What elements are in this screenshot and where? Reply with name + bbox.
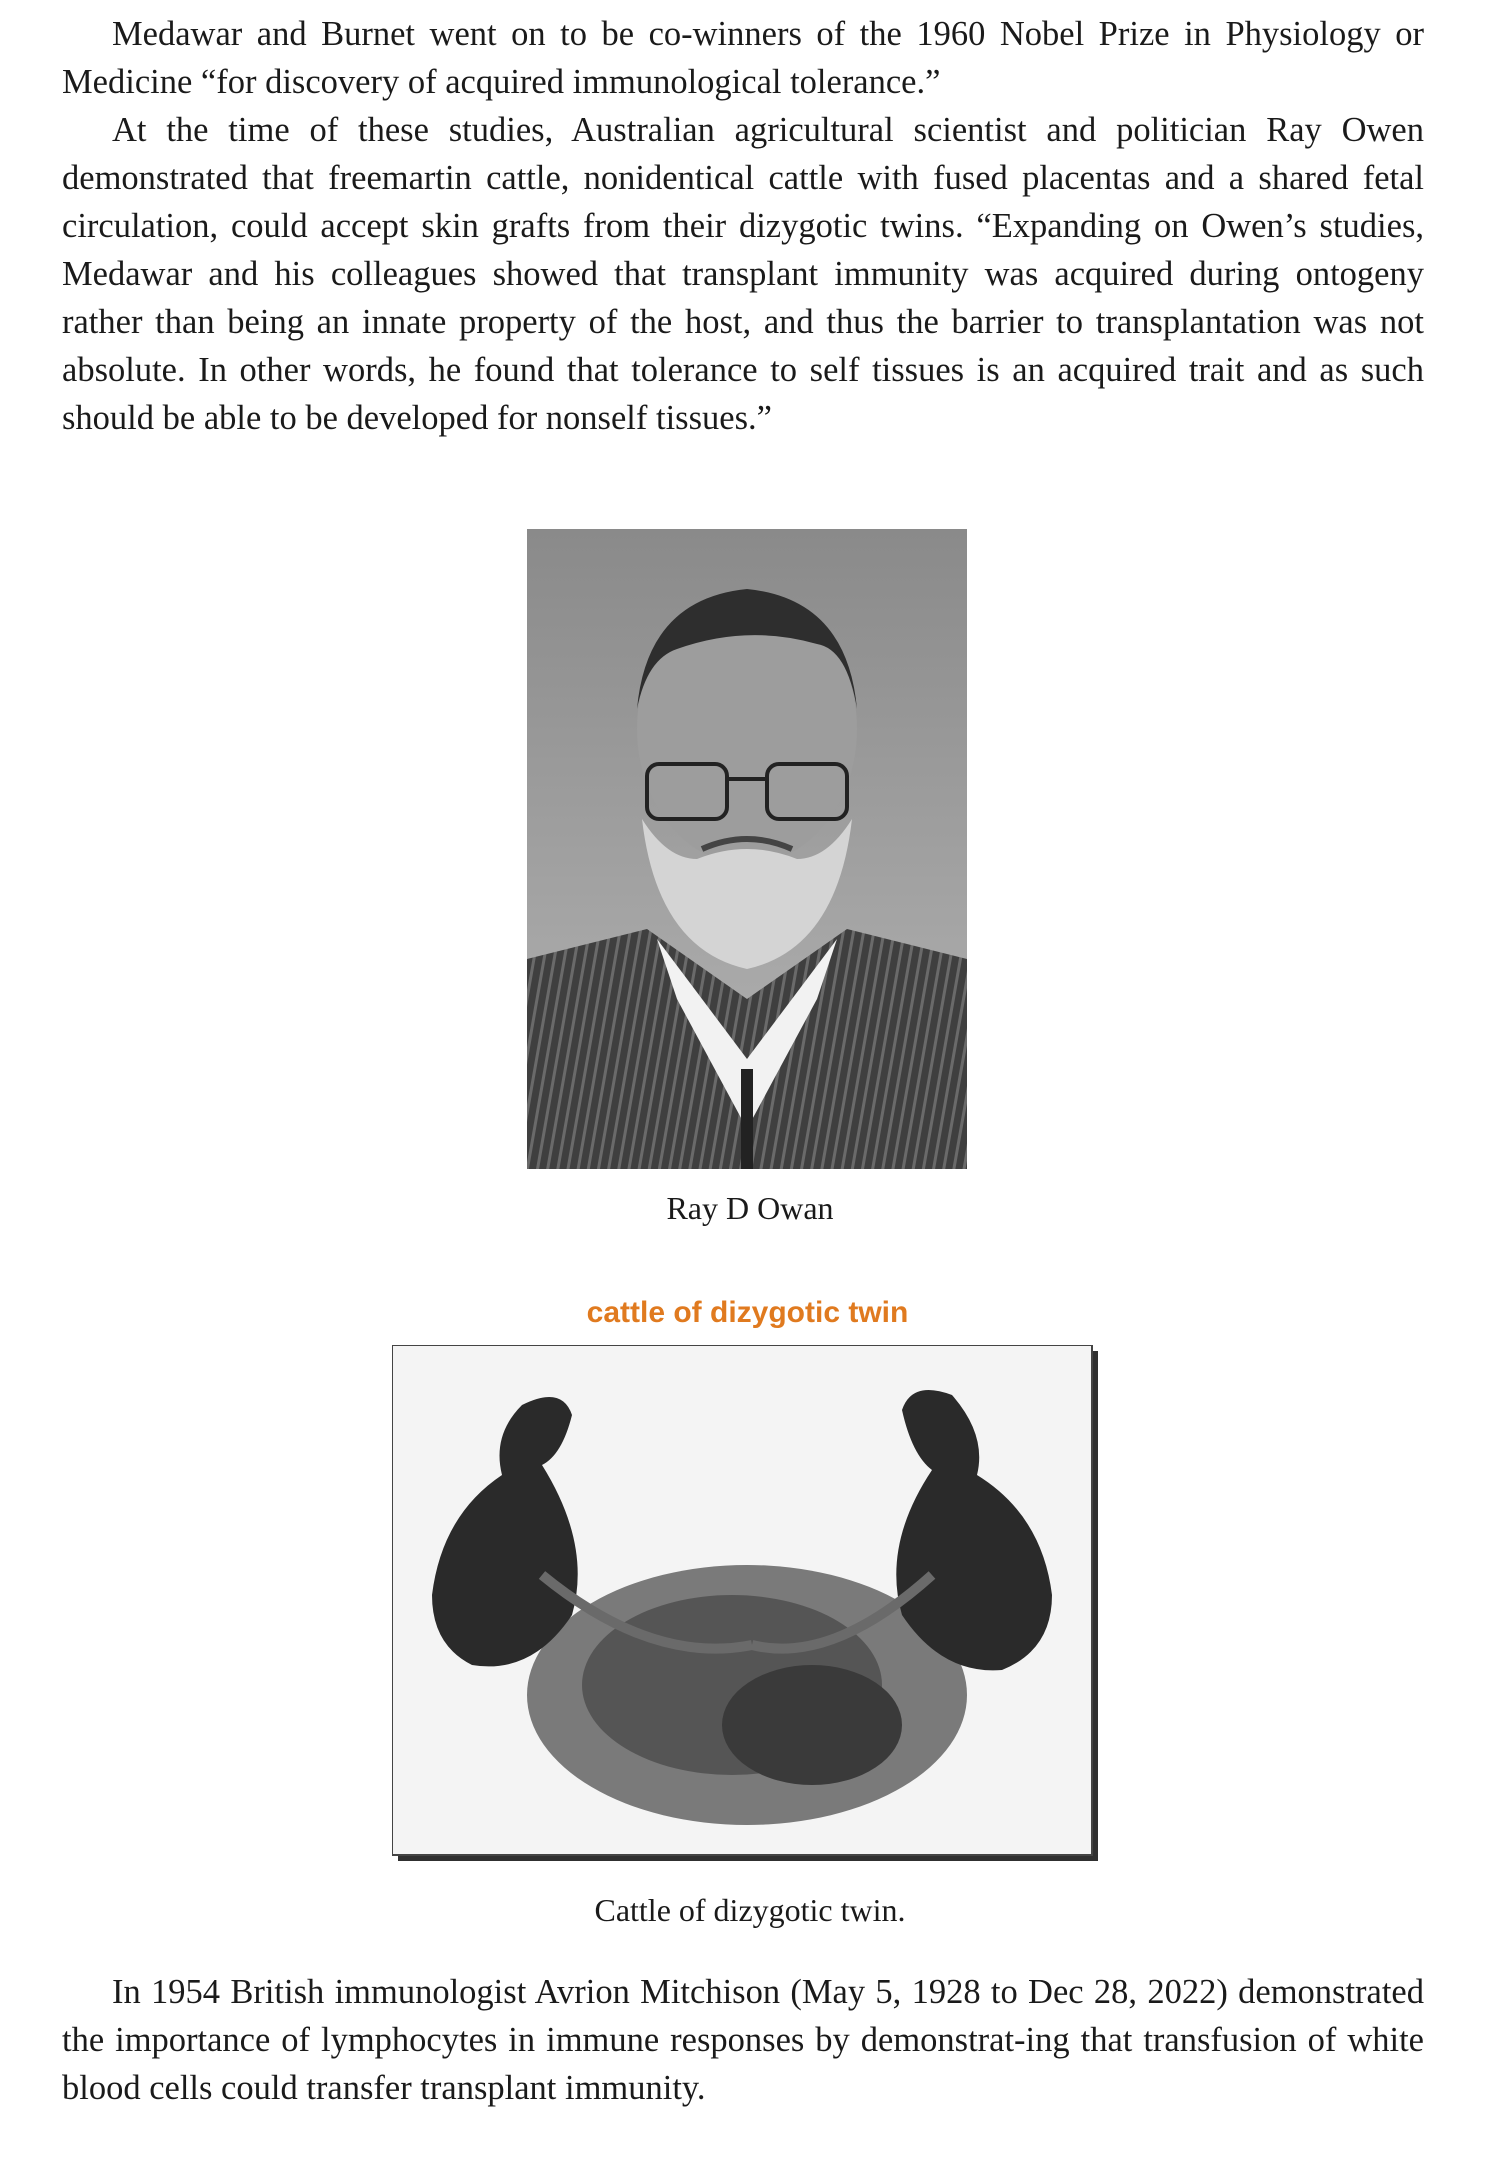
portrait-caption: Ray D Owan	[666, 1190, 834, 1226]
top-text	[62, 10, 1424, 442]
bottom-text	[62, 1968, 1424, 2112]
portrait-photo	[527, 529, 967, 1169]
paragraph-mitchison: In 1954 British immunologist Avrion Mitchison (May 5, 1928 to Dec 28, 2022) demonstrated the importance of lymphocytes in immune responses by demonstrat-ing that transfusion of white blood cells could transfer transplant immunity.	[62, 1973, 1424, 2107]
paragraph-nobel: Medawar and Burnet went on to be co-winners of the 1960 Nobel Prize in Physiology or Medicine “for discovery of acquired immunological tolerance.”	[62, 15, 1424, 101]
cattle-figure-title: cattle of dizygotic twin	[586, 1296, 909, 1329]
paragraph-owen: At the time of these studies, Australian agricultural scientist and politician Ray Owen demonstrated that freemartin cattle, nonidentical cattle with fused placentas and a shared fetal circulation, could accept skin grafts from their dizygotic twins. “Expanding on Owen’s studies, Medawar and his colleagues showed that transplant immunity was acquired during ontogeny rather than being an innate property of the host, and thus the barrier to transplantation was not absolute. In other words, he found that tolerance to self tissues is an acquired trait and as such should be able to be developed for nonself tissues.”	[62, 111, 1424, 437]
cattle-twins-photo	[392, 1345, 1102, 1865]
cattle-caption: Cattle of dizygotic twin.	[594, 1892, 906, 1928]
